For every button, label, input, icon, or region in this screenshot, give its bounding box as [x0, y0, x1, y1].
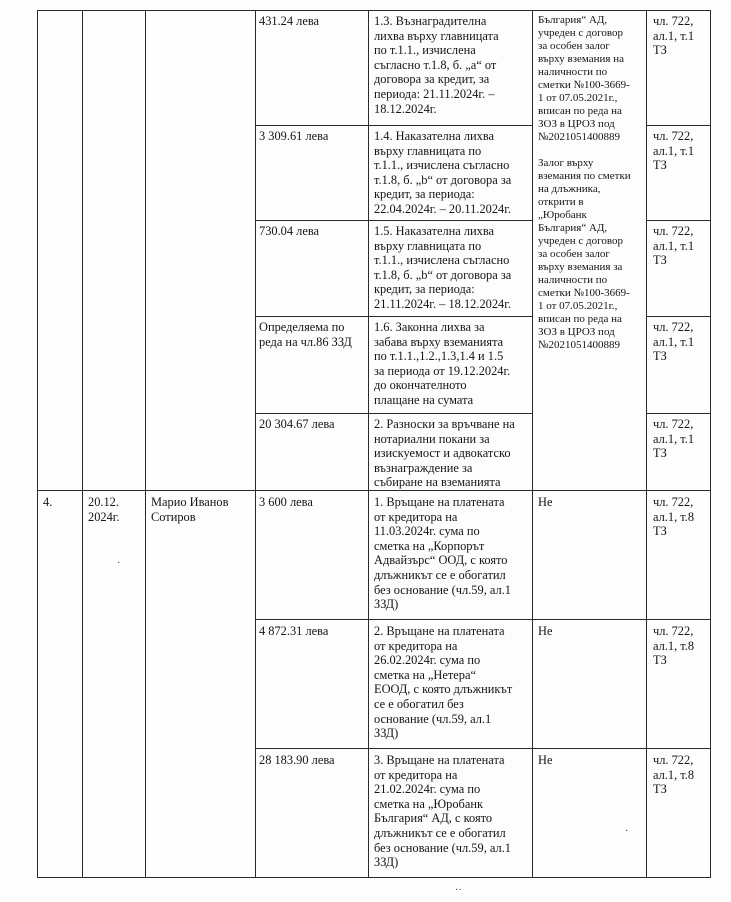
row-divider-1: [255, 125, 533, 126]
collateral-cell: Не: [538, 624, 553, 638]
legal-basis-cell: чл. 722, ал.1, т.1 ТЗ: [653, 320, 695, 364]
description-cell: 1.5. Наказателна лихва върху главницата по т.1.1., изчислена съгласно т.1.8, б. „b“ от договора за кредит, за периода: 21.11.2024г. – 18.12.2024г.: [374, 224, 512, 311]
debtor-name: Марио Иванов Сотиров: [151, 495, 229, 524]
description-cell: 2. Връщане на платената от кредитора на 26.02.2024г. сума по сметка на „Нетера“ ЕООД, с която длъжникът се е обогатил без основание (чл.59, ал.1 ЗЗД): [374, 624, 513, 741]
row-divider-6: [255, 748, 711, 749]
amount-cell: 730.04 лева: [259, 224, 320, 238]
amount-cell: 431.24 лева: [259, 14, 320, 28]
legal-basis-cell: чл. 722, ал.1, т.1 ТЗ: [653, 129, 695, 173]
scan-speck: ·: [117, 558, 121, 569]
amount-cell: 3 600 лева: [259, 495, 313, 509]
entry-date: 20.12. 2024г.: [88, 495, 120, 524]
entry-divider: [37, 490, 711, 491]
collateral-cell: Не: [538, 753, 553, 767]
row-divider-2: [255, 220, 533, 221]
table-border-left: [37, 10, 38, 878]
row-divider-4b: [646, 413, 711, 414]
amount-cell: 3 309.61 лева: [259, 129, 329, 143]
legal-basis-cell: чл. 722, ал.1, т.1 ТЗ: [653, 14, 695, 58]
legal-basis-cell: чл. 722, ал.1, т.8 ТЗ: [653, 624, 695, 668]
column-divider-2: [145, 10, 146, 878]
description-cell: 1.6. Законна лихва за забава върху вземанията по т.1.1.,1.2.,1.3,1.4 и 1.5 за периода от 19.12.2024г. до окончателното плащане на сумата: [374, 320, 511, 407]
row-divider-2b: [646, 220, 711, 221]
row-divider-3: [255, 316, 533, 317]
row-divider-5: [255, 619, 711, 620]
collateral-cell: Не: [538, 495, 553, 509]
legal-basis-cell: чл. 722, ал.1, т.1 ТЗ: [653, 224, 695, 268]
legal-basis-cell: чл. 722, ал.1, т.8 ТЗ: [653, 753, 695, 797]
row-divider-1b: [646, 125, 711, 126]
entry-number: 4.: [43, 495, 53, 509]
row-divider-3b: [646, 316, 711, 317]
legal-basis-cell: чл. 722, ал.1, т.1 ТЗ: [653, 417, 695, 461]
description-cell: 3. Връщане на платената от кредитора на 21.02.2024г. сума по сметка на „Юробанк България“ АД, с която длъжникът се е обогатил без основание (чл.59, ал.1 ЗЗД): [374, 753, 511, 870]
legal-basis-cell: чл. 722, ал.1, т.8 ТЗ: [653, 495, 695, 539]
description-cell: 1. Връщане на платената от кредитора на 11.03.2024г. сума по сметка на „Корпорът Адвайзърс“ ООД, с която длъжникът се е обогатил без основание (чл.59, ал.1 ЗЗД): [374, 495, 511, 612]
description-cell: 1.3. Възнаградителна лихва върху главницата по т.1.1., изчислена съгласно т.1.8, б. „а“ от договора за кредит, за периода: 21.11.2024г. – 18.12.2024г.: [374, 14, 499, 116]
amount-cell: 28 183.90 лева: [259, 753, 335, 767]
description-cell: 2. Разноски за връчване на нотариални покани за изискуемост и адвокатско възнаграждение за събиране на вземанията: [374, 417, 515, 490]
row-divider-4: [255, 413, 533, 414]
table-border-bottom: [37, 877, 711, 878]
column-divider-1: [82, 10, 83, 878]
description-cell: 1.4. Наказателна лихва върху главницата по т.1.1., изчислена съгласно т.1.8, б. „b“ от договора за кредит, за периода: 22.04.2024г. – 20.11.2024г.: [374, 129, 512, 216]
scan-speck: ··: [455, 885, 462, 896]
amount-cell: 4 872.31 лева: [259, 624, 329, 638]
amount-cell: 20 304.67 лева: [259, 417, 335, 431]
collateral-cell: България“ АД, учреден с договор за особен залог върху вземания на наличности по сметки №100-3669- 1 от 07.05.2021г., вписан по реда на ЗОЗ в ЦРОЗ под №2021051400889 Залог върху вземания по сметки на длъжника, открити в „Юробанк България“ АД, учреден с договор за особен залог върху вземания за наличности по сметки №100-3669- 1 от 07.05.2021г., вписан по реда на ЗОЗ в ЦРОЗ под №2021051400889: [538, 14, 631, 351]
amount-cell: Определяема по реда на чл.86 ЗЗД: [259, 320, 352, 349]
table-border-top: [37, 10, 711, 11]
scan-speck: ·: [625, 826, 629, 837]
